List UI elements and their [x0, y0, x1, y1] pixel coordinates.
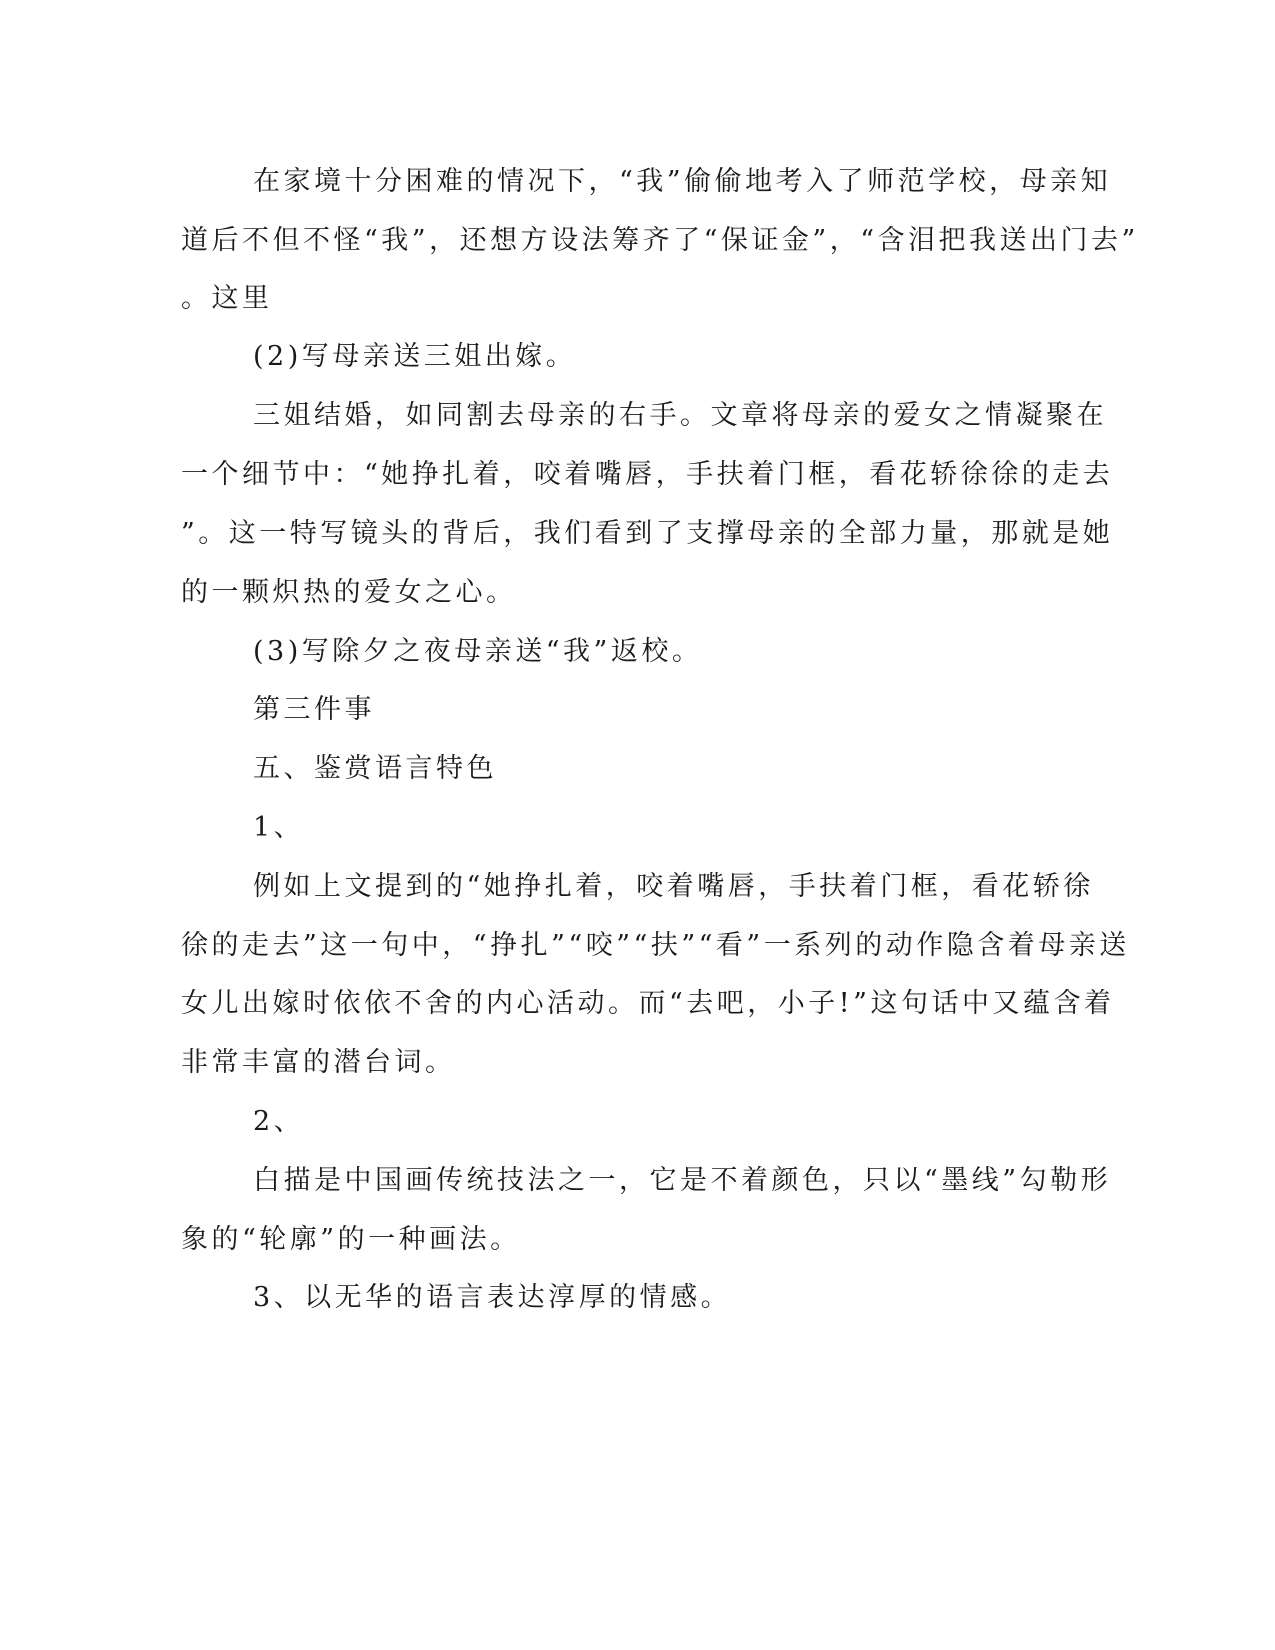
paragraph-line: 。这里 [181, 283, 273, 314]
paragraph-line: 女儿出嫁时依依不舍的内心活动。而“去吧，小子!”这句话中又蕴含着 [181, 988, 1115, 1019]
list-item-heading: (3)写除夕之夜母亲送“我”返校。 [253, 636, 703, 667]
section-label: 第三件事 [253, 694, 375, 725]
list-number: 2、 [253, 1106, 305, 1137]
paragraph-line: 例如上文提到的“她挣扎着，咬着嘴唇，手扶着门框，看花轿徐 [253, 871, 1094, 902]
paragraph-line: 道后不但不怪“我”，还想方设法筹齐了“保证金”，“含泪把我送出门去” [181, 225, 1139, 256]
paragraph-line: 徐的走去”这一句中，“挣扎”“咬”“扶”“看”一系列的动作隐含着母亲送 [181, 930, 1130, 961]
paragraph-line: 三姐结婚，如同割去母亲的右手。文章将母亲的爱女之情凝聚在 [253, 400, 1107, 431]
list-number: 1、 [253, 812, 305, 843]
section-heading: 五、鉴赏语言特色 [253, 753, 497, 784]
paragraph-line: 一个细节中：“她挣扎着，咬着嘴唇，手扶着门框，看花轿徐徐的走去 [181, 459, 1114, 490]
paragraph-line: 象的“轮廓”的一种画法。 [181, 1224, 521, 1255]
list-item-heading: 3、以无华的语言表达淳厚的情感。 [253, 1282, 732, 1313]
paragraph-line: 白描是中国画传统技法之一，它是不着颜色，只以“墨线”勾勒形 [253, 1165, 1112, 1196]
paragraph-line: 的一颗炽热的爱女之心。 [181, 577, 517, 608]
paragraph-line: ”。这一特写镜头的背后，我们看到了支撑母亲的全部力量，那就是她 [181, 518, 1114, 549]
paragraph-line: 非常丰富的潜台词。 [181, 1047, 456, 1078]
paragraph-line: 在家境十分困难的情况下，“我”偷偷地考入了师范学校，母亲知 [253, 166, 1112, 197]
list-item-heading: (2)写母亲送三姐出嫁。 [253, 341, 577, 372]
